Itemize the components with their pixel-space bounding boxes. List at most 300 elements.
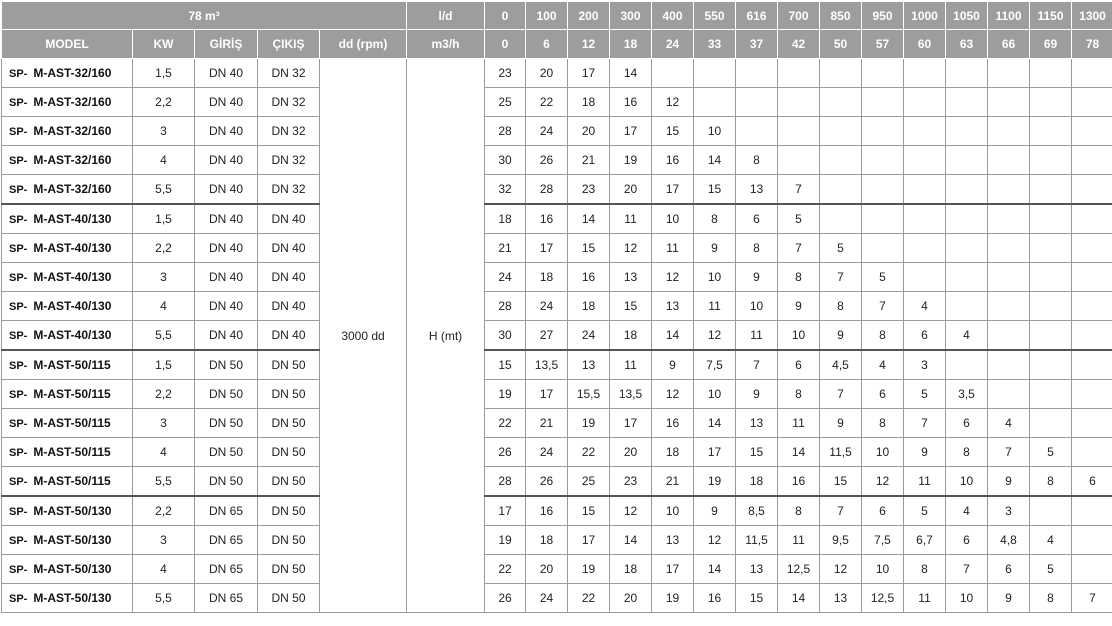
head-value-cell — [1030, 380, 1072, 409]
kw-cell: 3 — [133, 263, 195, 292]
head-value-cell — [862, 117, 904, 146]
outlet-cell: DN 32 — [258, 59, 320, 88]
head-value-cell — [862, 175, 904, 205]
table-row — [2, 380, 1112, 409]
head-value-cell: 3 — [904, 350, 946, 380]
head-value-cell: 24 — [526, 292, 568, 321]
head-value-cell: 8 — [736, 234, 778, 263]
head-value-cell — [694, 59, 736, 88]
head-value-cell: 26 — [526, 467, 568, 497]
head-value-cell: 17 — [568, 59, 610, 88]
head-value-cell — [1030, 88, 1072, 117]
model-cell — [2, 526, 133, 555]
head-value-cell: 16 — [652, 409, 694, 438]
head-value-cell: 3,5 — [946, 380, 988, 409]
head-value-cell: 10 — [862, 555, 904, 584]
head-value-cell: 7 — [820, 496, 862, 526]
head-value-cell — [946, 234, 988, 263]
flow-lpm-header: 1100 — [988, 2, 1030, 30]
head-value-cell — [778, 88, 820, 117]
head-value-cell: 9 — [778, 292, 820, 321]
head-value-cell — [820, 59, 862, 88]
head-value-cell: 13 — [736, 409, 778, 438]
head-value-cell: 10 — [694, 380, 736, 409]
flow-lpm-header: 400 — [652, 2, 694, 30]
table-row — [2, 555, 1112, 584]
head-value-cell: 19 — [485, 526, 526, 555]
flow-lpm-header: 200 — [568, 2, 610, 30]
head-value-cell — [1072, 321, 1112, 351]
flow-lpm-header: 1050 — [946, 2, 988, 30]
head-value-cell — [1072, 117, 1112, 146]
head-value-cell — [988, 234, 1030, 263]
head-value-cell: 9 — [904, 438, 946, 467]
head-value-cell: 12 — [820, 555, 862, 584]
head-value-cell: 7,5 — [862, 526, 904, 555]
inlet-cell: DN 65 — [195, 584, 258, 613]
head-value-cell: 17 — [652, 555, 694, 584]
outlet-cell: DN 50 — [258, 409, 320, 438]
head-value-cell: 17 — [526, 380, 568, 409]
model-prefix: SP- — [9, 564, 28, 576]
kw-cell: 2,2 — [133, 88, 195, 117]
head-value-cell: 26 — [485, 584, 526, 613]
head-value-cell: 15 — [694, 175, 736, 205]
col-header-inlet: GİRİŞ — [195, 30, 258, 59]
head-value-cell — [946, 88, 988, 117]
model-cell — [2, 321, 133, 351]
head-value-cell: 11 — [904, 467, 946, 497]
head-value-cell: 8 — [1030, 467, 1072, 497]
head-value-cell: 28 — [485, 467, 526, 497]
head-value-cell: 8 — [946, 438, 988, 467]
head-value-cell: 6 — [862, 496, 904, 526]
model-name: M-AST-40/130 — [33, 299, 112, 313]
inlet-cell: DN 65 — [195, 526, 258, 555]
head-value-cell — [988, 175, 1030, 205]
head-value-cell — [946, 263, 988, 292]
head-value-cell: 25 — [485, 88, 526, 117]
head-value-cell — [946, 59, 988, 88]
outlet-cell: DN 40 — [258, 321, 320, 351]
model-name: M-AST-40/130 — [33, 212, 112, 226]
outlet-cell: DN 50 — [258, 584, 320, 613]
head-value-cell: 9 — [988, 467, 1030, 497]
table-row — [2, 204, 1112, 234]
head-value-cell: 6 — [988, 555, 1030, 584]
head-value-cell: 8,5 — [736, 496, 778, 526]
head-value-cell: 7 — [1072, 584, 1112, 613]
inlet-cell: DN 50 — [195, 438, 258, 467]
head-value-cell — [1072, 526, 1112, 555]
head-value-cell: 17 — [526, 234, 568, 263]
head-value-cell: 4 — [904, 292, 946, 321]
head-value-cell — [820, 146, 862, 175]
head-value-cell — [1072, 234, 1112, 263]
model-prefix: SP- — [9, 155, 28, 167]
table-row — [2, 321, 1112, 351]
model-name: M-AST-50/130 — [33, 504, 112, 518]
head-value-cell — [778, 59, 820, 88]
outlet-cell: DN 50 — [258, 526, 320, 555]
head-value-cell — [1030, 59, 1072, 88]
head-value-cell: 19 — [694, 467, 736, 497]
flow-lpm-label: l/d — [407, 2, 485, 30]
head-value-cell: 15 — [736, 584, 778, 613]
outlet-cell: DN 40 — [258, 234, 320, 263]
head-value-cell — [1072, 438, 1112, 467]
outlet-cell: DN 32 — [258, 175, 320, 205]
head-value-cell — [946, 117, 988, 146]
head-value-cell: 16 — [610, 88, 652, 117]
kw-cell: 2,2 — [133, 234, 195, 263]
head-value-cell: 16 — [778, 467, 820, 497]
head-value-cell — [904, 234, 946, 263]
table-row — [2, 88, 1112, 117]
head-value-cell — [820, 88, 862, 117]
head-value-cell: 28 — [485, 117, 526, 146]
head-value-cell: 17 — [652, 175, 694, 205]
col-header-speed: dd (rpm) — [320, 30, 407, 59]
head-value-cell: 7 — [904, 409, 946, 438]
head-value-cell: 13,5 — [526, 350, 568, 380]
head-value-cell — [862, 204, 904, 234]
head-value-cell: 7 — [946, 555, 988, 584]
head-value-cell: 4 — [862, 350, 904, 380]
head-value-cell — [1030, 321, 1072, 351]
head-value-cell — [1030, 292, 1072, 321]
head-value-cell: 12 — [652, 380, 694, 409]
head-value-cell: 12 — [694, 321, 736, 351]
head-value-cell: 16 — [694, 584, 736, 613]
outlet-cell: DN 50 — [258, 467, 320, 497]
head-value-cell: 12 — [694, 526, 736, 555]
head-value-cell: 22 — [485, 409, 526, 438]
head-value-cell — [988, 204, 1030, 234]
head-value-cell: 24 — [526, 117, 568, 146]
head-value-cell: 18 — [485, 204, 526, 234]
pump-performance-table — [1, 1, 1112, 613]
head-value-cell: 9 — [988, 584, 1030, 613]
head-value-cell: 8 — [694, 204, 736, 234]
flow-m3h-header: 78 — [1072, 30, 1112, 59]
head-value-cell: 11 — [652, 234, 694, 263]
head-value-cell: 4 — [988, 409, 1030, 438]
head-value-cell — [904, 117, 946, 146]
head-value-cell: 6 — [904, 321, 946, 351]
kw-cell: 1,5 — [133, 204, 195, 234]
head-value-cell: 10 — [652, 204, 694, 234]
table-row — [2, 263, 1112, 292]
inlet-cell: DN 40 — [195, 175, 258, 205]
head-value-cell: 13 — [736, 175, 778, 205]
head-value-cell: 14 — [568, 204, 610, 234]
flow-lpm-header: 300 — [610, 2, 652, 30]
head-value-cell: 6 — [946, 409, 988, 438]
col-header-model: MODEL — [2, 30, 133, 59]
inlet-cell: DN 40 — [195, 88, 258, 117]
head-value-cell: 3 — [988, 496, 1030, 526]
head-value-cell — [1030, 350, 1072, 380]
model-name: M-AST-50/130 — [33, 562, 112, 576]
head-value-cell: 20 — [610, 175, 652, 205]
head-value-cell: 18 — [652, 438, 694, 467]
head-value-cell: 11 — [904, 584, 946, 613]
head-value-cell — [946, 175, 988, 205]
inlet-cell: DN 40 — [195, 321, 258, 351]
table-row — [2, 467, 1112, 497]
head-value-cell — [1072, 380, 1112, 409]
head-value-cell: 18 — [526, 263, 568, 292]
head-value-cell: 21 — [485, 234, 526, 263]
model-cell — [2, 438, 133, 467]
flow-m3h-header: 12 — [568, 30, 610, 59]
model-cell — [2, 59, 133, 88]
head-value-cell: 9,5 — [820, 526, 862, 555]
head-value-cell: 4,8 — [988, 526, 1030, 555]
head-unit-cell: H (mt) — [407, 59, 485, 613]
head-value-cell — [1072, 175, 1112, 205]
head-value-cell: 23 — [485, 59, 526, 88]
head-value-cell: 16 — [652, 146, 694, 175]
head-value-cell: 20 — [610, 584, 652, 613]
model-name: M-AST-40/130 — [33, 241, 112, 255]
head-value-cell: 9 — [694, 234, 736, 263]
head-value-cell: 17 — [694, 438, 736, 467]
model-name: M-AST-50/130 — [33, 533, 112, 547]
head-value-cell: 16 — [568, 263, 610, 292]
head-value-cell — [988, 321, 1030, 351]
head-value-cell — [988, 146, 1030, 175]
head-value-cell: 32 — [485, 175, 526, 205]
head-value-cell: 21 — [568, 146, 610, 175]
model-prefix: SP- — [9, 243, 28, 255]
head-value-cell: 18 — [568, 88, 610, 117]
head-value-cell — [820, 117, 862, 146]
head-value-cell: 24 — [485, 263, 526, 292]
flow-m3h-header: 42 — [778, 30, 820, 59]
table-row — [2, 496, 1112, 526]
head-value-cell: 24 — [526, 584, 568, 613]
head-value-cell: 5 — [820, 234, 862, 263]
head-value-cell: 9 — [736, 380, 778, 409]
head-value-cell — [1072, 204, 1112, 234]
inlet-cell: DN 50 — [195, 380, 258, 409]
kw-cell: 4 — [133, 555, 195, 584]
head-value-cell: 17 — [485, 496, 526, 526]
model-name: M-AST-32/160 — [33, 95, 112, 109]
head-value-cell — [778, 117, 820, 146]
model-prefix: SP- — [9, 214, 28, 226]
head-value-cell — [1030, 175, 1072, 205]
head-value-cell: 4 — [1030, 526, 1072, 555]
head-value-cell — [904, 88, 946, 117]
model-cell — [2, 555, 133, 584]
flow-lpm-header: 616 — [736, 2, 778, 30]
head-value-cell: 15,5 — [568, 380, 610, 409]
head-value-cell: 17 — [568, 526, 610, 555]
kw-cell: 1,5 — [133, 59, 195, 88]
head-value-cell: 11 — [778, 526, 820, 555]
head-value-cell — [904, 204, 946, 234]
model-prefix: SP- — [9, 330, 28, 342]
model-prefix: SP- — [9, 593, 28, 605]
head-value-cell: 7 — [820, 263, 862, 292]
outlet-cell: DN 50 — [258, 496, 320, 526]
flow-m3h-header: 6 — [526, 30, 568, 59]
head-value-cell: 12,5 — [778, 555, 820, 584]
head-value-cell: 19 — [610, 146, 652, 175]
model-cell — [2, 146, 133, 175]
inlet-cell: DN 65 — [195, 496, 258, 526]
table-row — [2, 350, 1112, 380]
kw-cell: 2,2 — [133, 380, 195, 409]
head-value-cell: 14 — [694, 555, 736, 584]
inlet-cell: DN 40 — [195, 146, 258, 175]
head-value-cell: 14 — [610, 526, 652, 555]
head-value-cell: 8 — [1030, 584, 1072, 613]
flow-m3h-header: 33 — [694, 30, 736, 59]
head-value-cell: 13 — [736, 555, 778, 584]
head-value-cell: 10 — [736, 292, 778, 321]
head-value-cell: 5 — [862, 263, 904, 292]
speed-cell: 3000 dd — [320, 59, 407, 613]
outlet-cell: DN 50 — [258, 555, 320, 584]
head-value-cell: 6,7 — [904, 526, 946, 555]
head-value-cell: 12 — [610, 234, 652, 263]
inlet-cell: DN 40 — [195, 263, 258, 292]
head-value-cell: 26 — [526, 146, 568, 175]
head-value-cell: 30 — [485, 146, 526, 175]
head-value-cell — [988, 292, 1030, 321]
head-value-cell: 8 — [736, 146, 778, 175]
head-value-cell: 7 — [862, 292, 904, 321]
model-cell — [2, 204, 133, 234]
head-value-cell — [904, 175, 946, 205]
head-value-cell: 11,5 — [820, 438, 862, 467]
head-value-cell: 10 — [778, 321, 820, 351]
head-value-cell: 12,5 — [862, 584, 904, 613]
head-value-cell: 13 — [568, 350, 610, 380]
head-value-cell — [820, 175, 862, 205]
head-value-cell — [778, 146, 820, 175]
head-value-cell: 17 — [610, 409, 652, 438]
outlet-cell: DN 40 — [258, 263, 320, 292]
head-value-cell: 24 — [568, 321, 610, 351]
model-prefix: SP- — [9, 535, 28, 547]
head-value-cell: 26 — [485, 438, 526, 467]
model-name: M-AST-32/160 — [33, 124, 112, 138]
head-value-cell: 19 — [652, 584, 694, 613]
inlet-cell: DN 40 — [195, 117, 258, 146]
head-value-cell: 18 — [568, 292, 610, 321]
head-value-cell: 18 — [526, 526, 568, 555]
col-header-kw: KW — [133, 30, 195, 59]
head-value-cell: 5 — [778, 204, 820, 234]
kw-cell: 1,5 — [133, 350, 195, 380]
head-value-cell: 22 — [526, 88, 568, 117]
model-name: M-AST-50/115 — [33, 445, 111, 459]
model-prefix: SP- — [9, 272, 28, 284]
model-cell — [2, 88, 133, 117]
head-value-cell — [1030, 409, 1072, 438]
head-value-cell — [904, 146, 946, 175]
model-cell — [2, 292, 133, 321]
head-value-cell: 28 — [526, 175, 568, 205]
head-value-cell: 15 — [820, 467, 862, 497]
head-value-cell — [1072, 263, 1112, 292]
head-value-cell — [694, 88, 736, 117]
model-prefix: SP- — [9, 126, 28, 138]
head-value-cell: 13 — [610, 263, 652, 292]
head-value-cell: 22 — [568, 438, 610, 467]
inlet-cell: DN 50 — [195, 350, 258, 380]
model-name: M-AST-50/130 — [33, 591, 112, 605]
head-value-cell: 24 — [526, 438, 568, 467]
head-value-cell: 9 — [820, 409, 862, 438]
head-value-cell: 21 — [526, 409, 568, 438]
head-value-cell: 5 — [1030, 438, 1072, 467]
head-value-cell: 14 — [610, 59, 652, 88]
model-prefix: SP- — [9, 184, 28, 196]
head-value-cell: 8 — [778, 496, 820, 526]
head-value-cell: 12 — [652, 88, 694, 117]
inlet-cell: DN 40 — [195, 59, 258, 88]
head-value-cell: 23 — [568, 175, 610, 205]
model-cell — [2, 263, 133, 292]
head-value-cell: 8 — [778, 263, 820, 292]
table-row — [2, 292, 1112, 321]
table-row — [2, 59, 1112, 88]
flow-m3h-header: 66 — [988, 30, 1030, 59]
kw-cell: 5,5 — [133, 467, 195, 497]
head-value-cell: 5 — [904, 380, 946, 409]
kw-cell: 3 — [133, 117, 195, 146]
outlet-cell: DN 50 — [258, 380, 320, 409]
head-value-cell: 10 — [694, 263, 736, 292]
outlet-cell: DN 32 — [258, 88, 320, 117]
flow-lpm-header: 0 — [485, 2, 526, 30]
head-value-cell — [736, 59, 778, 88]
head-value-cell: 19 — [568, 409, 610, 438]
head-value-cell — [1072, 409, 1112, 438]
head-value-cell — [652, 59, 694, 88]
model-cell — [2, 234, 133, 263]
head-value-cell: 5 — [1030, 555, 1072, 584]
head-value-cell: 14 — [652, 321, 694, 351]
head-value-cell — [1030, 496, 1072, 526]
head-value-cell: 22 — [568, 584, 610, 613]
model-cell — [2, 467, 133, 497]
head-value-cell — [1030, 146, 1072, 175]
head-value-cell: 22 — [485, 555, 526, 584]
head-value-cell: 9 — [694, 496, 736, 526]
head-value-cell: 27 — [526, 321, 568, 351]
table-row — [2, 584, 1112, 613]
head-value-cell: 11 — [736, 321, 778, 351]
head-value-cell — [904, 59, 946, 88]
head-value-cell: 5 — [904, 496, 946, 526]
kw-cell: 5,5 — [133, 321, 195, 351]
model-prefix: SP- — [9, 389, 28, 401]
head-value-cell: 11 — [694, 292, 736, 321]
outlet-cell: DN 40 — [258, 292, 320, 321]
flow-lpm-header: 1300 — [1072, 2, 1112, 30]
head-value-cell: 11,5 — [736, 526, 778, 555]
head-value-cell: 4 — [946, 321, 988, 351]
head-value-cell: 14 — [694, 146, 736, 175]
head-value-cell: 7,5 — [694, 350, 736, 380]
